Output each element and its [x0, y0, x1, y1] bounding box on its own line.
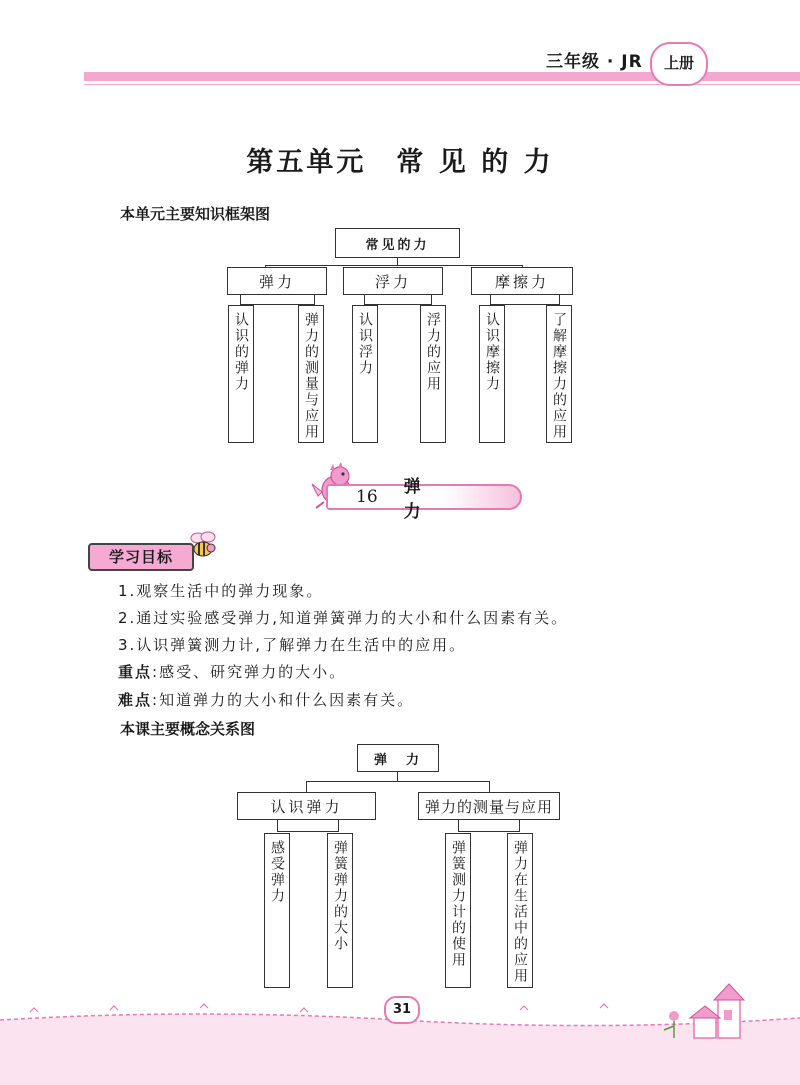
- concept-leaf: [327, 833, 353, 988]
- difficulty-text: :知道弹力的大小和什么因素有关。: [152, 691, 415, 709]
- castle-decoration-icon: [660, 980, 770, 1040]
- leaf-text: 弹力在生活中的应用: [512, 840, 528, 984]
- leaf-text: 了解摩擦力的应用: [551, 312, 567, 440]
- leaf-text: 感受弹力: [269, 840, 285, 904]
- lesson-number: 16: [356, 487, 378, 507]
- key-point: [118, 661, 346, 682]
- concept-leaf: [264, 833, 290, 988]
- difficulty-point: [118, 689, 414, 710]
- difficulty-label: 难点: [118, 691, 153, 709]
- bee-icon: [186, 528, 220, 562]
- framework-leaf: [479, 305, 505, 443]
- leaf-text: 认识摩擦力: [484, 312, 500, 392]
- connector: [431, 295, 432, 305]
- lesson-banner: [326, 477, 522, 522]
- leaf-text: 弹力的测量与应用: [303, 312, 319, 440]
- unit-title: 第五单元 常 见 的 力: [246, 147, 554, 178]
- framework-leaf: [298, 305, 324, 443]
- framework-leaf: [228, 305, 254, 443]
- concept-branch-measure: 弹力的测量与应用: [418, 792, 560, 820]
- page-number: 31: [384, 996, 420, 1024]
- grade-label: 三年级 · JR: [546, 52, 643, 72]
- concept-map-heading: 本课主要概念关系图: [120, 720, 256, 738]
- concept-branch-recognize: 认识弹力: [237, 792, 376, 820]
- key-point-text: :感受、研究弹力的大小。: [152, 663, 347, 681]
- connector: [306, 781, 307, 792]
- concept-leaf: [507, 833, 533, 988]
- connector: [559, 295, 560, 305]
- leaf-text: 认识浮力: [357, 312, 373, 376]
- key-point-label: 重点: [118, 663, 153, 681]
- leaf-text: 认识的弹力: [233, 312, 249, 392]
- lesson-title: 弹 力: [403, 477, 461, 522]
- framework-heading: 本单元主要知识框架图: [120, 205, 271, 223]
- framework-leaf: [420, 305, 446, 443]
- concept-leaf: [445, 833, 471, 988]
- connector: [338, 820, 339, 832]
- connector: [314, 295, 315, 305]
- volume-badge: 上册: [650, 42, 708, 86]
- framework-branch-elastic: 弹力: [227, 267, 327, 295]
- leaf-text: 浮力的应用: [425, 312, 441, 392]
- goal-item-3: 3.认识弹簧测力计,了解弹力在生活中的应用。: [118, 636, 467, 654]
- framework-root: 常见的力: [335, 228, 460, 258]
- framework-branch-buoyancy: 浮力: [343, 267, 443, 295]
- framework-branch-friction: 摩擦力: [471, 267, 573, 295]
- leaf-text: 弹簧弹力的大小: [332, 840, 348, 952]
- connector: [519, 820, 520, 832]
- goal-item-1: 1.观察生活中的弹力现象。: [118, 582, 324, 600]
- goal-item-2: 2.通过实验感受弹力,知道弹簧弹力的大小和什么因素有关。: [118, 609, 569, 627]
- leaf-text: 弹簧测力计的使用: [450, 840, 466, 968]
- concept-root: 弹 力: [357, 744, 439, 772]
- framework-leaf: [352, 305, 378, 443]
- framework-leaf: [546, 305, 572, 443]
- connector: [306, 781, 490, 782]
- goals-tag: 学习目标: [88, 543, 194, 571]
- connector: [489, 781, 490, 792]
